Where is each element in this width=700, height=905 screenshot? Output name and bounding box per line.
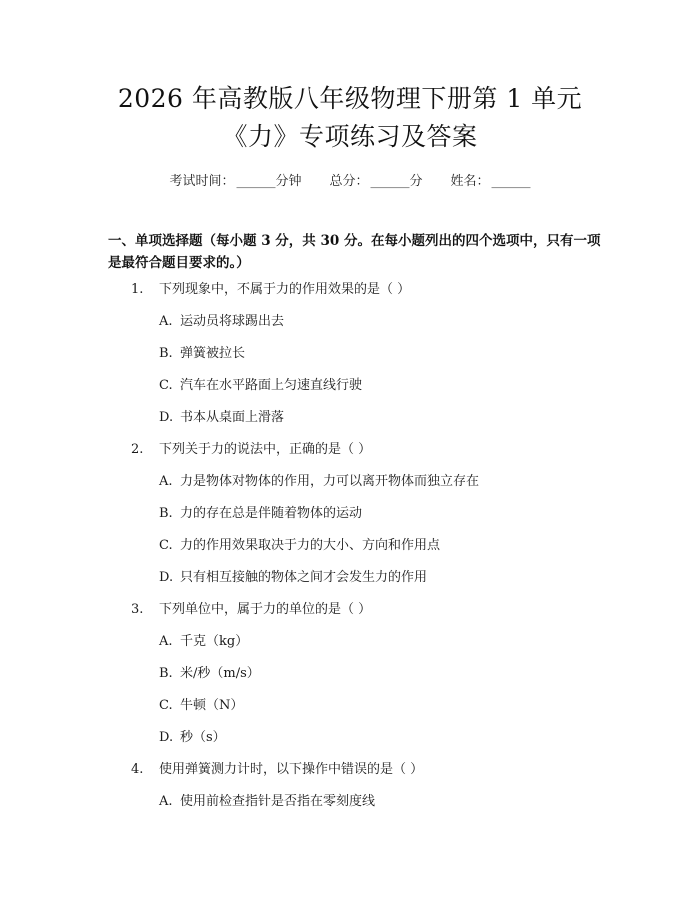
option-letter: A. (159, 794, 173, 809)
option-text: 力是物体对物体的作用，力可以离开物体而独立存在 (180, 474, 480, 489)
option-text: 使用前检查指针是否指在零刻度线 (180, 794, 376, 809)
question-number: 1. (131, 282, 144, 297)
question-text: 下列现象中，不属于力的作用效果的是（ ） (159, 282, 411, 297)
question-number: 4. (131, 762, 144, 777)
question-text: 下列关于力的说法中，正确的是（ ） (159, 442, 372, 457)
section-heading: 一、单项选择题（每小题 3 分，共 30 分。在每小题列出的四个选项中，只有一项是最符合题目要求的。） (108, 233, 601, 271)
exam-time-field (169, 170, 301, 189)
option-letter: B. (159, 506, 173, 521)
option-text: 书本从桌面上滑落 (180, 410, 285, 425)
option-letter: B. (159, 346, 173, 361)
exam-meta-row (0, 170, 700, 189)
option-letter: C. (159, 698, 173, 713)
option-letter: D. (159, 570, 174, 585)
option-letter: B. (159, 666, 173, 681)
option-letter: C. (159, 378, 173, 393)
option-letter: D. (159, 730, 174, 745)
option-text: 只有相互接触的物体之间才会发生力的作用 (180, 570, 428, 585)
option-text: 力的作用效果取决于力的大小、方向和作用点 (180, 538, 441, 553)
name-value: ______ (491, 174, 531, 189)
question-number: 3. (131, 602, 144, 617)
option-text: 米/秒（m/s） (180, 666, 260, 681)
exam-time-label: 考试时间： (169, 174, 235, 189)
document-title-line2: 《力》专项练习及答案 (222, 122, 478, 151)
option-text: 汽车在水平路面上匀速直线行驶 (180, 378, 363, 393)
option-text: 力的存在总是伴随着物体的运动 (180, 506, 363, 521)
question-text: 下列单位中，属于力的单位的是（ ） (159, 602, 372, 617)
name-field (451, 170, 531, 189)
option-letter: C. (159, 538, 173, 553)
document-title-line1: 2026 年高教版八年级物理下册第 1 单元 (117, 84, 583, 113)
option-text: 千克（kg） (180, 634, 249, 649)
option-letter: A. (159, 634, 173, 649)
question-number: 2. (131, 442, 144, 457)
option-letter: D. (159, 410, 174, 425)
total-score-field (329, 170, 422, 189)
exam-time-value: ______分钟 (236, 174, 302, 189)
option-letter: A. (159, 314, 173, 329)
name-label: 姓名： (450, 174, 490, 189)
option-letter: A. (159, 474, 173, 489)
option-text: 秒（s） (180, 730, 226, 745)
total-score-label: 总分： (329, 174, 369, 189)
option-text: 弹簧被拉长 (180, 346, 246, 361)
option-text: 运动员将球踢出去 (180, 314, 285, 329)
total-score-value: ______分 (370, 174, 423, 189)
option-text: 牛顿（N） (180, 698, 244, 713)
question-text: 使用弹簧测力计时，以下操作中错误的是（ ） (159, 762, 424, 777)
